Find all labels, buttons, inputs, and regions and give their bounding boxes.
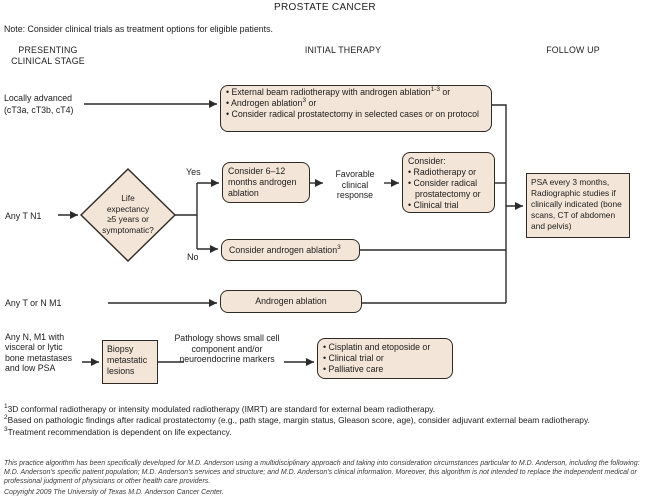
stage-label-any-t-or-n-m1: Any T or N M1: [5, 298, 62, 308]
consider-bullet-2: • Consider radical prostatectomy or: [408, 178, 481, 199]
footnote-3: [4, 427, 592, 438]
text-favorable-clinical-response: Favorable clinical response: [335, 169, 375, 200]
box-external-beam-radiotherapy: [220, 85, 492, 132]
text-pathology-shows: Pathology shows small cell component and/or neuroendocrine markers: [174, 333, 280, 364]
consider-bullet-3: • Clinical trial: [408, 200, 459, 210]
ebrt-bullet-2: [226, 98, 486, 109]
consider-bullet-1: • Radiotherapy or: [408, 167, 477, 177]
decision-line: ≥5 years or: [107, 214, 149, 225]
bullet-text: or: [439, 87, 451, 97]
footnote-text: Based on pathologic findings after radical prostatectomy (e.g., path stage, margin status, Gleason score, age), consider adjuvant external beam radiotherapy.: [7, 415, 590, 426]
box-biopsy-metastatic-lesions: Biopsy metastatic lesions: [102, 340, 158, 384]
disclaimer-block: [4, 459, 646, 497]
footnote-ref: 3: [337, 244, 341, 252]
footnote-number: 3: [4, 426, 8, 434]
bullet-text: • Androgen ablation: [226, 98, 303, 108]
decision-line: symptomatic?: [102, 224, 154, 235]
disclaimer-text: This practice algorithm has been specifically developed for M.D. Anderson using a multidisciplinary approach and taking into consideration circumstances particular to M.D. Anderson, including the following: M.D. Anderson's specific patient population; M.D. Anderson's services and structure; and M.D. Anderson's clinical information. Moreover, this algorithm is not intended to replace the independent medical or professional judgment of physicians or other health care providers.: [4, 460, 640, 485]
footnotes: [4, 404, 592, 438]
column-header-presenting-clinical-stage: [0, 45, 96, 66]
footnote-ref: 3: [302, 97, 307, 105]
branch-label-no: No: [187, 252, 199, 262]
box-psa-follow-up: PSA every 3 months, Radiographic studies if clinically indicated (bone scans, CT of abdomen and pelvis): [526, 173, 630, 238]
box-cisplatin-options: [317, 338, 453, 379]
decision-life-expectancy-text: [84, 193, 172, 235]
cisplatin-bullet-2: • Clinical trial or: [323, 353, 384, 363]
footnote-number: 2: [4, 414, 8, 422]
ebrt-bullet-3: • Consider radical prostatectomy in selected cases or on protocol: [226, 109, 479, 119]
stage-label-locally-advanced: [4, 92, 73, 116]
footnote-ref: 1-3: [430, 86, 440, 94]
box-consider-options: [402, 152, 495, 213]
footnote-2: [4, 415, 592, 426]
stage-label-any-n-m1-visceral: [5, 332, 72, 374]
stage-label-line: visceral or lytic: [5, 342, 63, 353]
stage-label-line: Locally advanced: [4, 93, 72, 103]
footnote-text: Treatment recommendation is dependent on life expectancy.: [7, 426, 232, 437]
header-line-2: CLINICAL STAGE: [11, 55, 85, 66]
branch-label-yes: Yes: [186, 167, 201, 177]
decision-line: expectancy: [106, 203, 150, 214]
note-text: Note: Consider clinical trials as treatment options for eligible patients.: [4, 24, 273, 34]
footnote-number: 1: [4, 403, 8, 411]
column-header-initial-therapy: INITIAL THERAPY: [304, 45, 382, 55]
copyright-text: Copyright 2009 The University of Texas M.D. Anderson Cancer Center.: [4, 489, 224, 496]
cisplatin-bullet-3: • Palliative care: [323, 364, 384, 374]
bullet-text: or: [306, 98, 317, 108]
box-consider-6-12-months-androgen-ablation: Consider 6–12 months androgen ablation: [222, 162, 310, 203]
footnote-text: 3D conformal radiotherapy or intensity modulated radiotherapy (IMRT) are standard for external beam radiotherapy.: [7, 404, 436, 414]
page-title: PROSTATE CANCER: [274, 2, 376, 13]
header-line-1: PRESENTING: [18, 45, 78, 55]
stage-label-line: and low PSA: [5, 363, 56, 374]
consider-heading: Consider:: [408, 156, 446, 166]
stage-label-any-t-n1: Any T N1: [5, 211, 42, 221]
stage-label-line: bone metastases: [5, 352, 72, 363]
footnote-1: [4, 404, 592, 415]
cisplatin-bullet-1: • Cisplatin and etoposide or: [323, 342, 431, 352]
ebrt-bullet-1: [226, 87, 486, 98]
decision-line: Life: [121, 193, 135, 203]
stage-label-line: (cT3a, cT3b, cT4): [4, 105, 74, 115]
bullet-text: • External beam radiotherapy with androgen ablation: [226, 87, 431, 97]
column-header-follow-up: FOLLOW UP: [546, 45, 600, 55]
stage-label-line: Any N, M1 with: [5, 332, 65, 342]
box-consider-androgen-ablation: [221, 239, 360, 261]
box-text: Consider androgen ablation: [229, 245, 338, 255]
box-androgen-ablation: Androgen ablation: [220, 290, 362, 313]
